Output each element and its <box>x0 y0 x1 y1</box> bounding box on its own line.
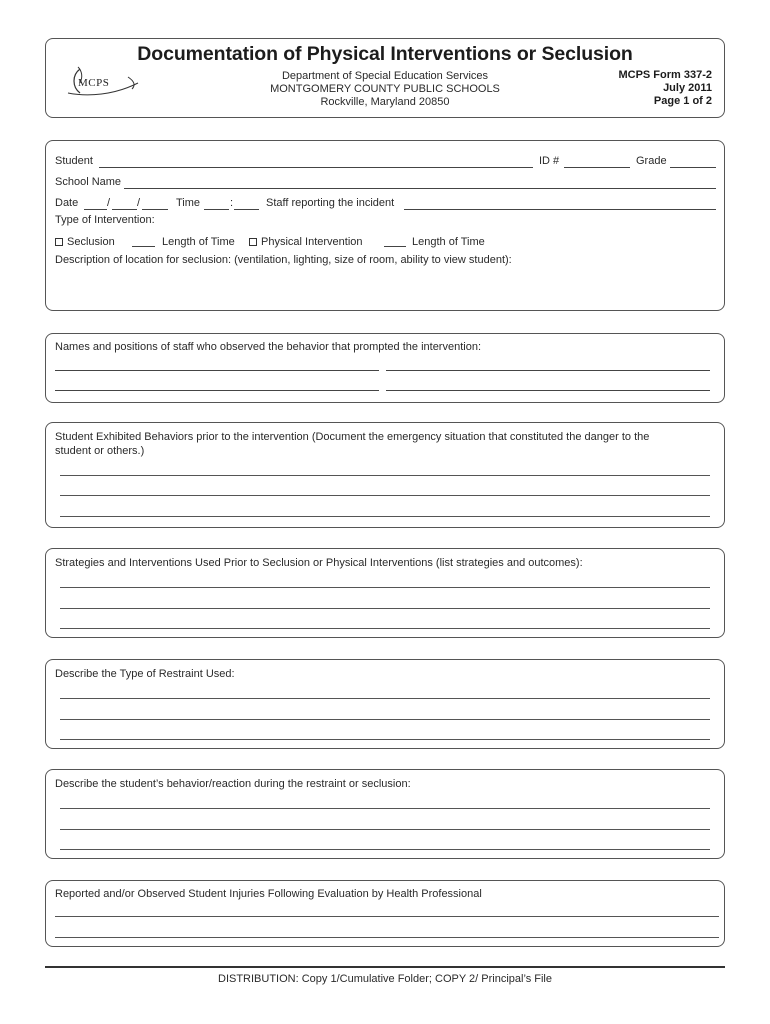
reaction-section <box>45 769 725 859</box>
strategies-line[interactable] <box>60 608 710 609</box>
injuries-section <box>45 880 725 947</box>
student-info-section <box>45 140 725 311</box>
date-label: Date <box>55 197 79 209</box>
staff-observed-line-left[interactable] <box>55 390 379 391</box>
physical-intervention-option[interactable] <box>249 236 363 248</box>
staff-reporting-label: Staff reporting the incident <box>266 197 395 209</box>
restraint-section <box>45 659 725 749</box>
seclusion-length-field[interactable] <box>132 246 155 247</box>
grade-label: Grade <box>636 155 667 167</box>
strategies-label: Strategies and Interventions Used Prior to Seclusion or Physical Interventions (list strategies and outcomes): <box>55 557 583 569</box>
reaction-line[interactable] <box>60 849 710 850</box>
staff-observed-section <box>45 333 725 403</box>
behaviors-line[interactable] <box>60 495 710 496</box>
staff-reporting-field[interactable] <box>404 209 716 210</box>
behaviors-line[interactable] <box>60 475 710 476</box>
seclusion-length-label: Length of Time <box>162 236 235 248</box>
physical-intervention-label: Physical Intervention <box>261 236 363 248</box>
date-year-field[interactable] <box>142 209 168 210</box>
form-header <box>45 38 725 118</box>
injuries-line[interactable] <box>55 916 719 917</box>
staff-observed-label: Names and positions of staff who observed the behavior that prompted the intervention: <box>55 341 481 353</box>
physical-length-field[interactable] <box>384 246 406 247</box>
staff-observed-line-right[interactable] <box>386 390 710 391</box>
school-name-label: School Name <box>55 176 122 188</box>
date-separator: / <box>107 197 111 209</box>
restraint-label: Describe the Type of Restraint Used: <box>55 668 235 680</box>
location-description-field[interactable] <box>55 271 715 305</box>
reaction-line[interactable] <box>60 829 710 830</box>
student-label: Student <box>55 155 93 167</box>
page-number: Page 1 of 2 <box>653 95 712 107</box>
grade-field[interactable] <box>670 167 716 168</box>
injuries-line[interactable] <box>55 937 719 938</box>
logo-text: MCPS <box>78 77 110 89</box>
injuries-label: Reported and/or Observed Student Injuries Following Evaluation by Health Professional <box>55 888 482 900</box>
strategies-line[interactable] <box>60 587 710 588</box>
date-month-field[interactable] <box>84 209 107 210</box>
strategies-line[interactable] <box>60 628 710 629</box>
time-label: Time <box>176 197 201 209</box>
student-name-field[interactable] <box>99 167 533 168</box>
time-minute-field[interactable] <box>234 209 259 210</box>
department-name: Department of Special Education Services <box>281 70 489 82</box>
form-title: Documentation of Physical Interventions or Seclusion <box>137 43 633 65</box>
form-number: MCPS Form 337-2 <box>618 69 712 81</box>
time-separator: : <box>230 197 234 209</box>
time-hour-field[interactable] <box>204 209 229 210</box>
seclusion-label: Seclusion <box>67 236 115 248</box>
footer-divider <box>45 966 725 968</box>
seclusion-checkbox[interactable] <box>55 238 63 246</box>
seclusion-option[interactable] <box>55 236 115 248</box>
id-field[interactable] <box>564 167 630 168</box>
intervention-type-label: Type of Intervention: <box>55 214 155 226</box>
physical-length-label: Length of Time <box>412 236 485 248</box>
strategies-section <box>45 548 725 638</box>
date-separator: / <box>137 197 141 209</box>
staff-observed-line-right[interactable] <box>386 370 710 371</box>
behaviors-section <box>45 422 725 528</box>
physical-intervention-checkbox[interactable] <box>249 238 257 246</box>
form-date: July 2011 <box>663 82 712 94</box>
school-system-name: MONTGOMERY COUNTY PUBLIC SCHOOLS <box>270 83 500 95</box>
restraint-line[interactable] <box>60 698 710 699</box>
distribution-note: DISTRIBUTION: Copy 1/Cumulative Folder; COPY 2/ Principal’s File <box>218 973 552 985</box>
school-name-field[interactable] <box>124 188 716 189</box>
staff-observed-line-left[interactable] <box>55 370 379 371</box>
restraint-line[interactable] <box>60 739 710 740</box>
date-day-field[interactable] <box>112 209 137 210</box>
location-description-label: Description of location for seclusion: (ventilation, lighting, size of room, ability to view student): <box>55 254 512 266</box>
reaction-line[interactable] <box>60 808 710 809</box>
reaction-label: Describe the student’s behavior/reaction during the restraint or seclusion: <box>55 778 411 790</box>
behaviors-label-line1: Student Exhibited Behaviors prior to the intervention (Document the emergency situation that constituted the danger to the <box>55 431 650 443</box>
id-label: ID # <box>539 155 560 167</box>
location-text: Rockville, Maryland 20850 <box>320 96 450 108</box>
restraint-line[interactable] <box>60 719 710 720</box>
behaviors-label-line2: student or others.) <box>55 445 145 457</box>
behaviors-line[interactable] <box>60 516 710 517</box>
